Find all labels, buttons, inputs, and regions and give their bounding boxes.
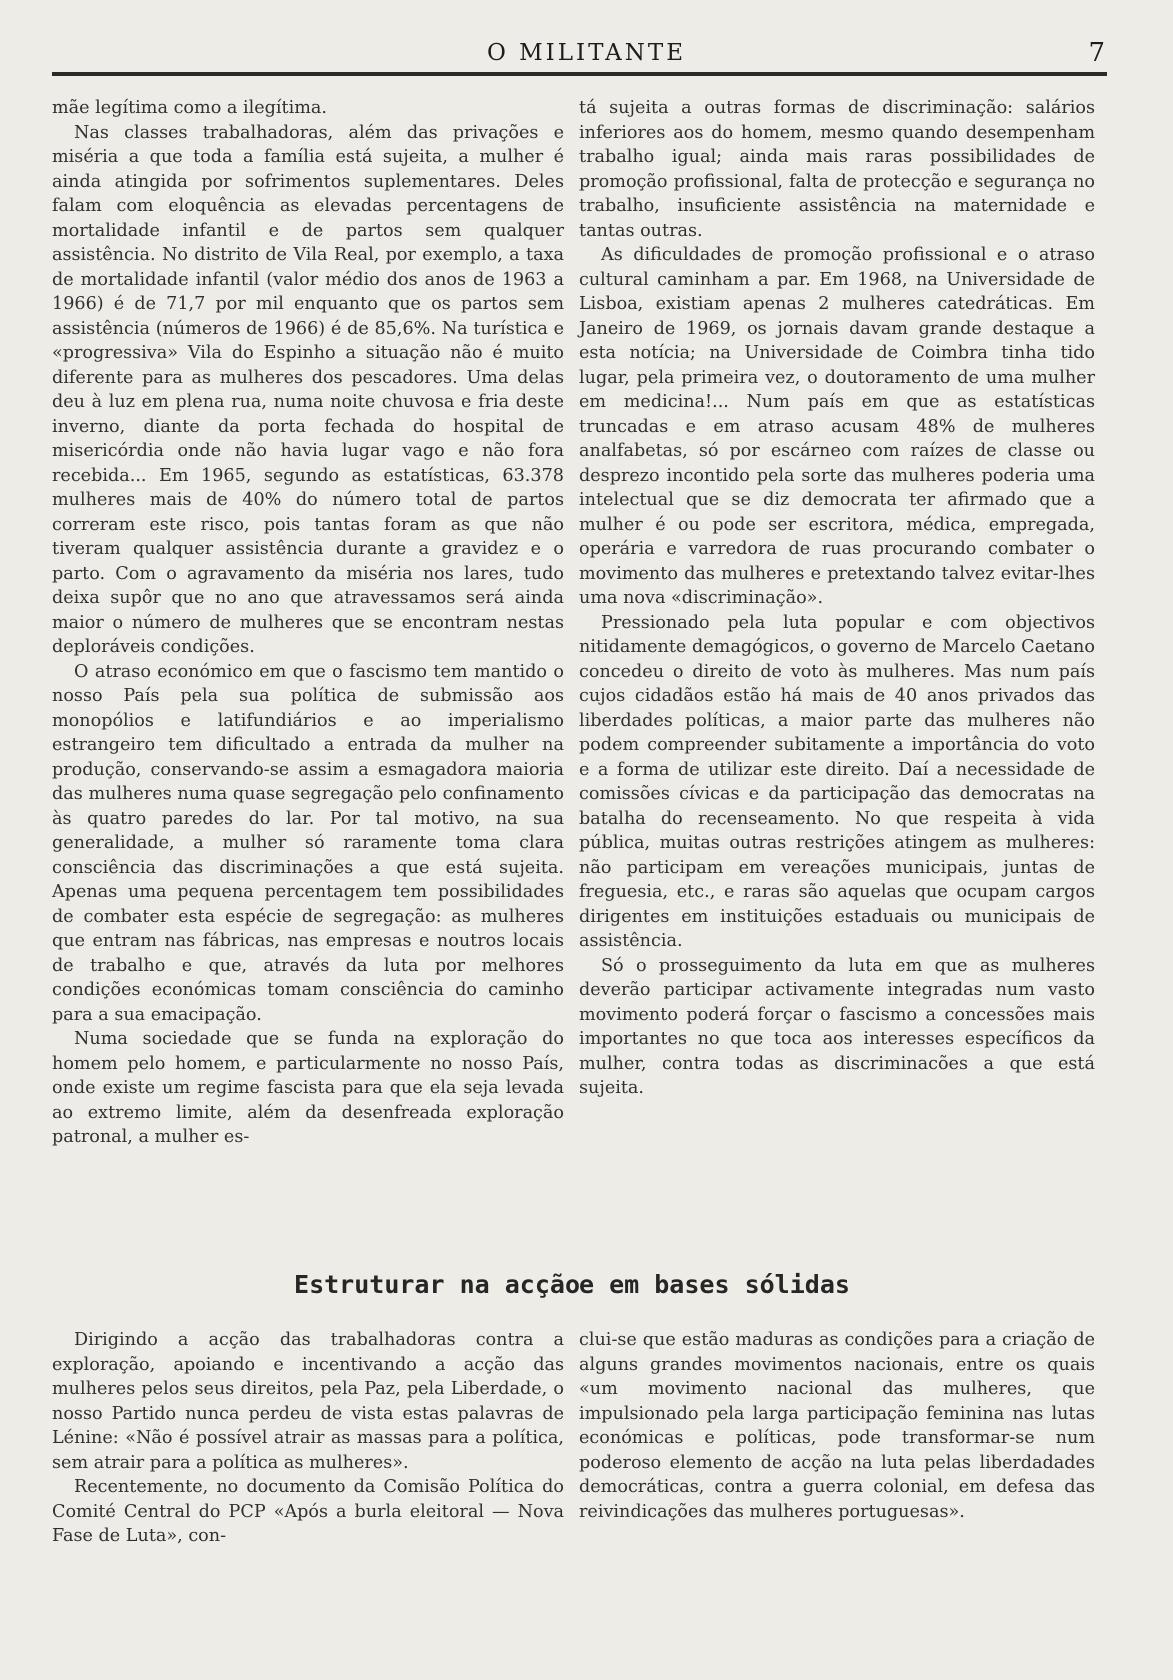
article-column-right [579,96,1095,1101]
page-header [0,34,1173,74]
section-heading-right: e em bases sólidas [579,1270,850,1299]
paragraph: Nas classes trabalhadoras, além das privações e miséria a que toda a família está sujeita, a mulher é ainda atingida por sofrimentos suplementares. Deles falam com eloquência as elevadas percentagens de mortalidade infantil e de partos sem qualquer assistência. No distrito de Vila Real, por exemplo, a taxa de mortalidade infantil (valor médio dos anos de 1963 a 1966) é de 71,7 por mil enquanto que os partos sem assistência (números de 1966) é de 85,6%. Na turística e «progressiva» Vila do Espinho a situação não é muito diferente para as mulheres dos pescadores. Uma delas deu à luz em plena rua, numa noite chuvosa e fria deste inverno, diante da porta fechada do hospital de misericórdia onde não havia lugar vago e não fora recebida... Em 1965, segundo as estatísticas, 63.378 mulheres mais de 40% do número total de partos correram este risco, pois tantas foram as que não tiveram qualquer assistência durante a gravidez e o parto. Com o agravamento da miséria nos lares, tudo deixa supôr que no ano que atravessamos será ainda maior o número de mulheres que se encontram nestas deploráveis condições. [52,122,564,657]
paragraph: As dificuldades de promoção profissional e o atraso cultural caminham a par. Em 1968, na Universidade de Lisboa, existiam apenas 2 mulheres catedráticas. Em Janeiro de 1969, os jornais davam grande destaque a esta notícia; na Universidade de Coimbra tinha tido lugar, pela primeira vez, o doutoramento de uma mulher em medicina!... Num país em que as estatísticas truncadas e em atraso acusam 48% de mulheres analfabetas, só por escárneo com raízes de classe ou desprezo incontido pela sorte das mulheres poderia uma intelectual que se diz democrata ter afirmado que a mulher é ou pode ser escritora, médica, empregada, operária e varredora de ruas procurando combater o movimento das mulheres e pretextando talvez evitar-lhes uma nova «discriminação». [579,245,1095,608]
paragraph: O atraso económico em que o fascismo tem mantido o nosso País pela sua política de submissão aos monopólios e latifundiários e ao imperialismo estrangeiro tem dificultado a entrada da mulher na produção, conservando-se assim a esmagadora maioria das mulheres numa quase segregação pelo confinamento às quatro paredes do lar. Por tal motivo, na sua generalidade, a mulher só raramente toma clara consciência das discriminações a que está sujeita. Apenas uma pequena percentagem tem possibilidades de combater esta espécie de segregação: as mulheres que entram nas fábricas, nas empresas e noutros locais de trabalho e que, através da luta por melhores condições económicas tomam consciência do caminho para a sua emacipação. [52,661,564,1025]
paragraph: tá sujeita a outras formas de discriminação: salários inferiores aos do homem, mesmo quando desempenham trabalho igual; ainda mais raras possibilidades de promoção profissional, falta de protecção e segurança no trabalho, insuficiente assistência na maternidade e tantas outras. [579,98,1095,241]
header-rule [52,72,1107,76]
paragraph: clui-se que estão maduras as condições para a criação de alguns grandes movimentos nacionais, entre os quais «um movimento nacional das mulheres, que impulsionado pela larga participação feminina nas lutas económicas e políticas, pode transformar-se num poderoso elemento de acção na luta pelas liberdadades democráticas, contra a guerra colonial, em defesa das reivindicações das mulheres portuguesas». [579,1330,1095,1522]
article-column-left [52,96,564,1150]
section-column-right [579,1328,1095,1524]
page-number: 7 [1088,38,1105,68]
paragraph: Numa sociedade que se funda na exploração do homem pelo homem, e particularmente no nosso País, onde existe um regime fascista para que ela seja levada ao extremo limite, além da desenfreada exploração patronal, a mulher es- [52,1029,564,1147]
section-heading-left: Estruturar na acção [294,1270,580,1299]
paragraph: Recentemente, no documento da Comisão Política do Comité Central do PCP «Após a burla eleitoral — Nova Fase de Luta», con- [52,1477,564,1546]
publication-title: O MILITANTE [486,40,687,66]
paragraph: Pressionado pela luta popular e com objectivos nitidamente demagógicos, o governo de Marcelo Caetano concedeu o direito de voto às mulheres. Mas num país cujos cidadãos estão há mais de 40 anos privados das liberdades políticas, a maior parte das mulheres não podem compreender subitamente a importância do voto e a forma de utilizar este direito. Daí a necessidade de comissões cívicas e da participação das democratas na batalha do recenseamento. No que respeita à vida pública, muitas outras restrições atingem as mulheres: não participam em vereações municipais, juntas de freguesia, etc., e raras são aquelas que ocupam cargos dirigentes em instituições estaduais ou municipais de assistência. [579,612,1095,951]
paragraph: Só o prosseguimento da luta em que as mulheres deverão participar activamente integradas num vasto movimento poderá forçar o fascismo a concessões mais importantes no que toca aos interesses específicos da mulher, contra todas as discriminacões a que está sujeita. [579,955,1095,1098]
section-column-left [52,1328,564,1549]
paragraph: mãe legítima como a ilegítima. [52,98,327,118]
paragraph: Dirigindo a acção das trabalhadoras contra a exploração, apoiando e incentivando a acção das mulheres pelos seus direitos, pela Paz, pela Liberdade, o nosso Partido nunca perdeu de vista estas palavras de Lénine: «Não é possível atrair as massas para a política, sem atrair para a política as mulheres». [52,1330,564,1473]
section-heading [52,1264,1107,1308]
